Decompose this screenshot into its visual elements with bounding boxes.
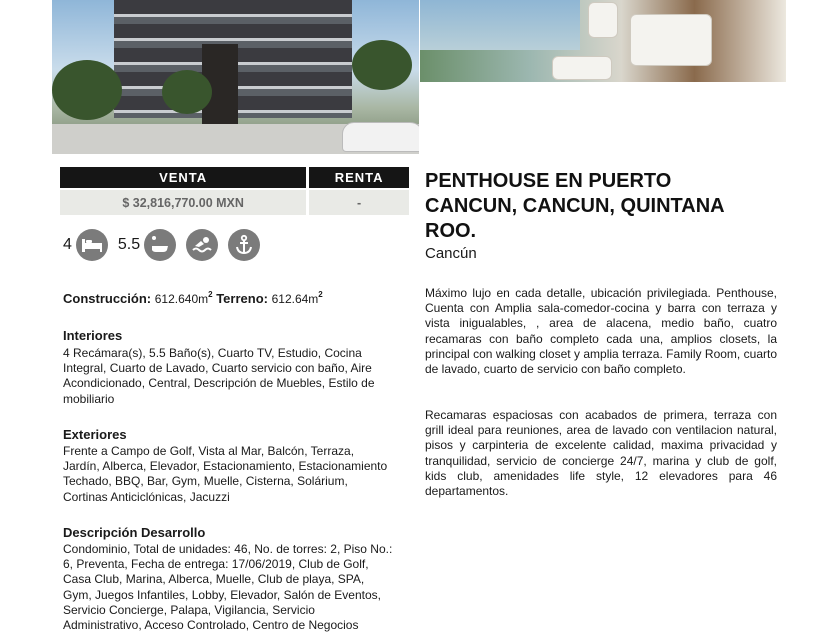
interiores-text: 4 Recámara(s), 5.5 Baño(s), Cuarto TV, Estudio, Cocina Integral, Cuarto de Lavado, Cuarto servicio con baño, Aire Acondicionado, Central, Descripción de Muebles, Estilo de mobiliario — [63, 346, 375, 406]
terreno-label: Terreno: — [216, 291, 268, 306]
anchor-icon — [228, 229, 260, 261]
area-line — [63, 290, 323, 306]
terreno-value: 612.64m — [271, 292, 319, 306]
construccion-value: 612.640m — [154, 292, 209, 306]
terreno-unit-sup: 2 — [318, 290, 323, 299]
desarrollo-text: Condominio, Total de unidades: 46, No. de torres: 2, Piso No.: 6, Preventa, Fecha de entrega: 17/06/2019, Club de Golf, Casa Club, Marina, Alberca, Muelle, Club de playa, SPA, Gym, Juegos Infantiles, Lobby, Elevador, Salón de Eventos, Servicio Concierge, Palapa, Vigilancia, Servicio Administrativo, Acceso Controlado, Centro de Negocios — [63, 542, 393, 633]
terrace-interior-photo — [420, 0, 786, 82]
interiores-title: Interiores — [63, 328, 123, 343]
exteriores-text: Frente a Campo de Golf, Vista al Mar, Balcón, Terraza, Jardín, Alberca, Elevador, Estacionamiento, Estacionamiento Techado, BBQ, Bar, Gym, Muelle, Cisterna, Solárium, Cortinas Anticiclónicas, Jacuzzi — [63, 444, 388, 504]
bathrooms-count: 5.5 — [117, 236, 141, 253]
construccion-unit-sup: 2 — [208, 290, 213, 299]
renta-price: - — [308, 189, 409, 215]
building-exterior-photo — [52, 0, 419, 154]
bed-icon — [76, 229, 108, 261]
listing-city: Cancún — [425, 245, 477, 262]
bedrooms-count: 4 — [63, 236, 72, 253]
description-paragraph-2: Recamaras espaciosas con acabados de primera, terraza con grill ideal para reuniones, area de lavado con ventilacion natural, pisos y carpinteria de excelente calidad, maxima privacidad y tranquilidad, servicio de concierge 24/7, marina y club de golf, kids club, amenidades life style, 12 elevadores para 46 departamentos. — [425, 408, 777, 499]
swimmer-icon — [186, 229, 218, 261]
listing-title: PENTHOUSE EN PUERTO CANCUN, CANCUN, QUINTANA ROO. — [425, 170, 724, 242]
feature-icons — [63, 228, 270, 262]
renta-header: RENTA — [308, 167, 409, 189]
construccion-label: Construcción: — [63, 291, 152, 306]
venta-price: $ 32,816,770.00 MXN — [60, 189, 308, 215]
venta-header: VENTA — [60, 167, 308, 189]
price-table — [60, 167, 409, 215]
exteriores-title: Exteriores — [63, 427, 127, 442]
desarrollo-title: Descripción Desarrollo — [63, 525, 206, 540]
description-paragraph-1: Máximo lujo en cada detalle, ubicación privilegiada. Penthouse, Cuenta con Amplia sala-comedor-cocina y barra con terraza y vista inigualables, , area de alacena, medio baño, cuatro recamaras con baño completo cada una, amplios closets, la principal con walking closet y amplia terraza. Family Room, cuarto de lavado, cuarto de servicio con baño completo. — [425, 286, 777, 377]
bathtub-icon — [144, 229, 176, 261]
